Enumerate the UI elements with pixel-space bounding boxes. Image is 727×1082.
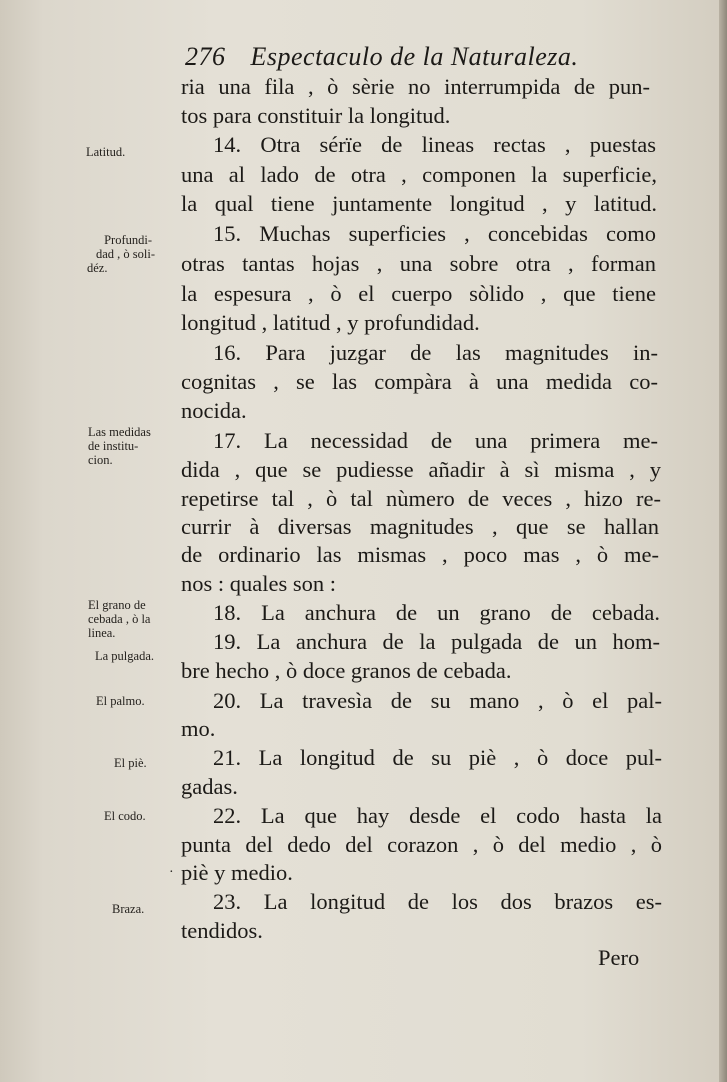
- text-line: 21. La longitud de su piè , ò doce pul-: [213, 745, 662, 770]
- text-line: la espesura , ò el cuerpo sòlido , que tiene: [181, 281, 656, 306]
- margin-note-codo: El codo.: [104, 809, 146, 823]
- text-line: nos : quales son :: [181, 571, 336, 596]
- text-line: tos para constituir la longitud.: [181, 103, 451, 128]
- text-line: una al lado de otra , componen la superficie,: [181, 162, 657, 187]
- text-line: 19. La anchura de la pulgada de un hom-: [213, 629, 660, 654]
- text-line: 14. Otra sérïe de lineas rectas , puestas: [213, 132, 656, 157]
- text-line: 15. Muchas superficies , concebidas como: [213, 221, 656, 246]
- text-line: de ordinario las mismas , poco mas , ò me-: [181, 542, 659, 567]
- margin-note-palmo: El palmo.: [96, 694, 145, 708]
- margin-note-latitud: Latitud.: [86, 145, 126, 159]
- margin-note-braza: Braza.: [112, 902, 145, 916]
- text-line: bre hecho , ò doce granos de cebada.: [181, 658, 512, 683]
- text-line: mo.: [181, 716, 216, 741]
- margin-note-medidas: Las medidas: [88, 425, 151, 439]
- text-line: nocida.: [181, 398, 247, 423]
- stray-mark: ·: [169, 865, 174, 880]
- text-line: cognitas , se las compàra à una medida co-: [181, 369, 658, 394]
- margin-note-grano: El grano de: [88, 598, 146, 612]
- margin-note-pulgada: La pulgada.: [95, 649, 155, 663]
- text-line: ria una fila , ò sèrie no interrumpida de pun-: [181, 74, 650, 99]
- text-line: gadas.: [181, 774, 238, 799]
- margin-note-profundidad: Profundi-: [104, 233, 152, 247]
- binding-gutter: [719, 0, 727, 1082]
- margin-note-medidas: cion.: [88, 453, 113, 467]
- text-line: longitud , latitud , y profundidad.: [181, 310, 480, 335]
- text-line: 23. La longitud de los dos brazos es-: [213, 889, 662, 914]
- text-line: 18. La anchura de un grano de cebada.: [213, 600, 660, 625]
- margin-note-profundidad: déz.: [87, 261, 108, 275]
- catchword: Pero: [598, 945, 640, 970]
- margin-note-medidas: de institu-: [88, 439, 139, 453]
- page-number: 276: [185, 42, 226, 71]
- running-title: Espectaculo de la Naturaleza.: [250, 42, 579, 71]
- text-line: currir à diversas magnitudes , que se hallan: [181, 514, 659, 539]
- margin-note-grano: linea.: [88, 626, 116, 640]
- text-line: 16. Para juzgar de las magnitudes in-: [213, 340, 658, 365]
- text-line: piè y medio.: [181, 860, 293, 885]
- running-header: [185, 42, 605, 74]
- text-line: la qual tiene juntamente longitud , y latitud.: [181, 191, 657, 216]
- text-line: punta del dedo del corazon , ò del medio , ò: [181, 832, 662, 857]
- margin-note-grano: cebada , ò la: [88, 612, 151, 626]
- text-line: 20. La travesìa de su mano , ò el pal-: [213, 688, 662, 713]
- text-line: 22. La que hay desde el codo hasta la: [213, 803, 662, 828]
- text-line: 17. La necessidad de una primera me-: [213, 428, 658, 453]
- text-line: tendidos.: [181, 918, 263, 943]
- text-line: repetirse tal , ò tal nùmero de veces , hizo re-: [181, 486, 661, 511]
- margin-note-profundidad: dad , ò soli-: [95, 247, 155, 261]
- text-line: dida , que se pudiesse añadir à sì misma , y: [181, 457, 661, 482]
- margin-note-pie: El piè.: [114, 756, 147, 770]
- text-line: otras tantas hojas , una sobre otra , forman: [181, 251, 656, 276]
